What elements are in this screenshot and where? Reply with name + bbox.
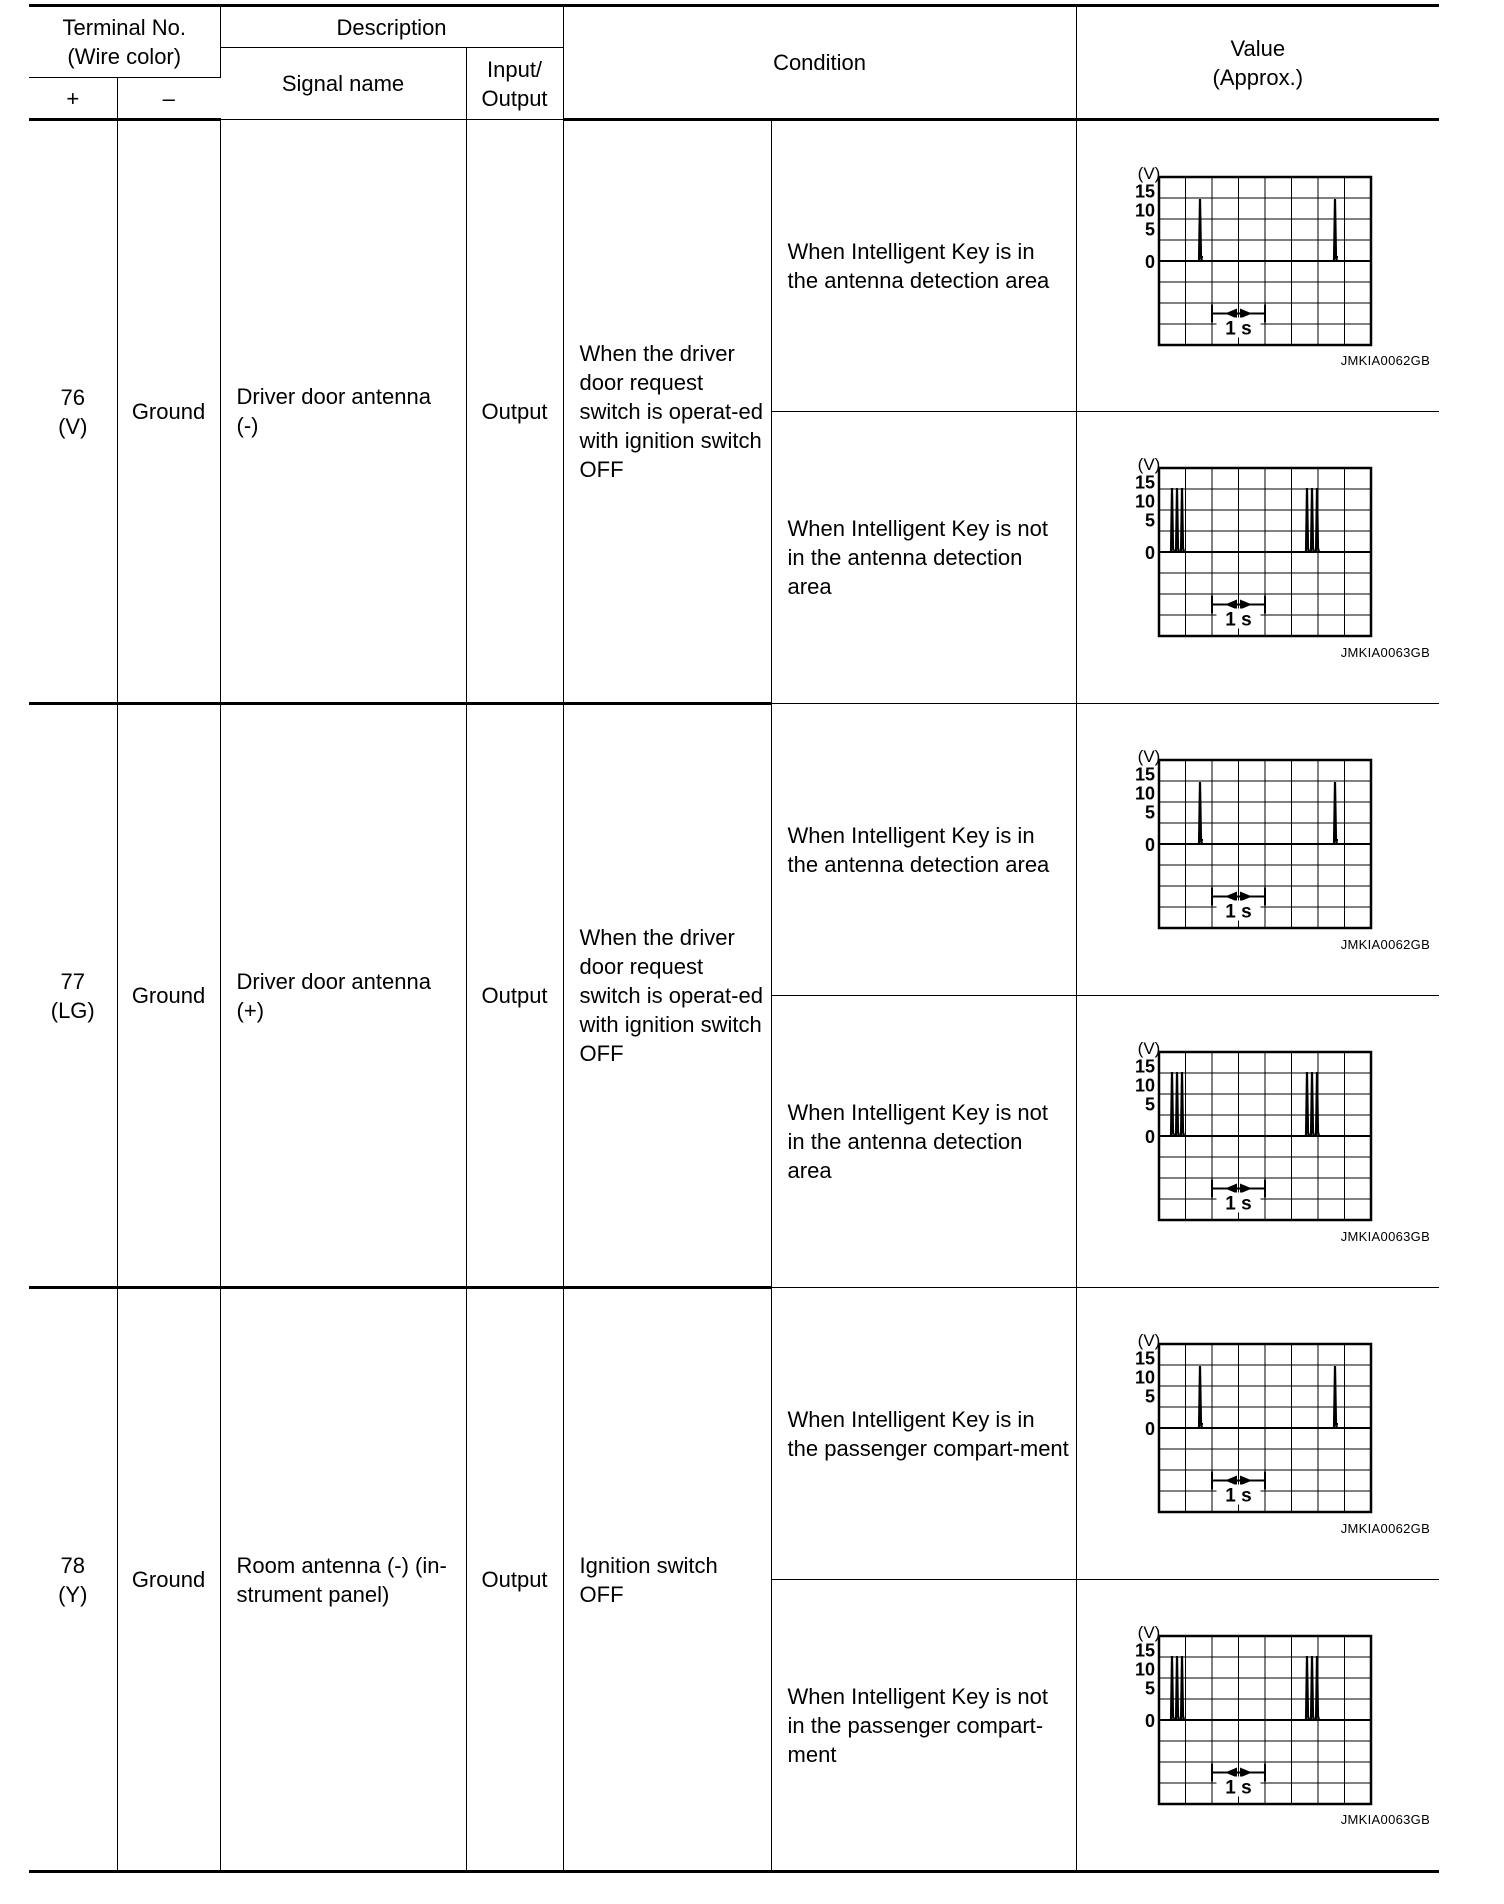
waveform-diagram: [1119, 1332, 1389, 1522]
value-cell: [1076, 412, 1439, 704]
time-scale-label: 1 s: [1224, 901, 1252, 923]
axis-tick-label: 5: [1144, 1678, 1155, 1699]
figure-id: JMKIA0062GB: [1340, 937, 1431, 952]
axis-tick-label: 15: [1134, 472, 1155, 493]
axis-unit-label: (V): [1137, 1624, 1160, 1642]
header-terminal-no: [29, 6, 220, 78]
header-signal-name: Signal name: [220, 48, 466, 120]
axis-tick-label: 5: [1144, 802, 1155, 823]
signal-name-line2: (+): [236, 997, 265, 1023]
value-cell: [1076, 120, 1439, 412]
axis-tick-label: 5: [1144, 1386, 1155, 1407]
figure-id: JMKIA0062GB: [1340, 1521, 1431, 1536]
signal-pulse: [1199, 1366, 1337, 1428]
terminal-number: 78: [60, 1552, 85, 1578]
signal-name-line2: strument panel): [236, 1581, 390, 1607]
axis-tick-label: 0: [1144, 1419, 1155, 1439]
header-value-label: Value: [1230, 35, 1286, 61]
terminal-table: [29, 4, 1439, 1873]
time-marker-arrow: [1225, 1768, 1237, 1778]
signal-pulse: [1171, 1072, 1319, 1136]
wire-color: (LG): [50, 997, 95, 1023]
time-marker-arrow: [1225, 1476, 1237, 1486]
time-marker-arrow: [1240, 600, 1252, 610]
waveform-diagram: [1119, 748, 1389, 938]
minus-terminal: Ground: [117, 704, 220, 1288]
table-row: [29, 1288, 1439, 1580]
minus-terminal: Ground: [117, 120, 220, 704]
axis-tick-label: 0: [1144, 252, 1155, 272]
signal-name-line1: Room antenna (-) (in-: [236, 1552, 447, 1578]
header-io-line2: Output: [481, 85, 548, 111]
axis-tick-label: 5: [1144, 510, 1155, 531]
header-condition: Condition: [563, 6, 1076, 120]
axis-tick-label: 10: [1134, 491, 1155, 512]
axis-unit-label: (V): [1137, 748, 1160, 766]
signal-pulse: [1199, 782, 1337, 844]
time-marker-arrow: [1240, 309, 1252, 319]
time-scale-label: 1 s: [1224, 1777, 1252, 1799]
axis-tick-label: 0: [1144, 1127, 1155, 1147]
signal-pulse: [1171, 488, 1319, 552]
axis-tick-label: 10: [1134, 1075, 1155, 1096]
terminal-number-cell: [29, 704, 117, 1288]
time-marker-arrow: [1240, 892, 1252, 902]
header-terminal-no-label: Terminal No.: [62, 15, 186, 40]
condition-sub: When Intelligent Key is in the antenna detection area: [771, 704, 1076, 996]
signal-pulse: [1199, 199, 1337, 261]
condition-main: When the driver door request switch is operat-ed with ignition switch OFF: [563, 120, 771, 704]
terminal-number-cell: [29, 1288, 117, 1872]
signal-name-line2: (-): [236, 413, 259, 438]
axis-tick-label: 10: [1134, 1367, 1155, 1388]
axis-tick-label: 10: [1134, 200, 1155, 221]
value-cell: [1076, 1580, 1439, 1872]
axis-unit-label: (V): [1137, 165, 1160, 183]
time-marker-arrow: [1240, 1768, 1252, 1778]
figure-id: JMKIA0063GB: [1340, 1229, 1431, 1244]
input-output: Output: [466, 704, 563, 1288]
value-cell: [1076, 996, 1439, 1288]
waveform-diagram: [1119, 1624, 1389, 1814]
time-marker-arrow: [1225, 600, 1237, 610]
time-marker-arrow: [1240, 1476, 1252, 1486]
terminal-number-cell: [29, 120, 117, 704]
header-value: [1076, 6, 1439, 120]
minus-terminal: Ground: [117, 1288, 220, 1872]
axis-unit-label: (V): [1137, 456, 1160, 474]
value-cell: [1076, 704, 1439, 996]
axis-tick-label: 5: [1144, 219, 1155, 240]
signal-name: [220, 704, 466, 1288]
condition-sub: When Intelligent Key is not in the antenna detection area: [771, 412, 1076, 704]
value-cell: [1076, 1288, 1439, 1580]
header-wire-color-label: (Wire color): [67, 44, 182, 69]
waveform-diagram: [1119, 1040, 1389, 1230]
input-output: Output: [466, 1288, 563, 1872]
table-row: [29, 120, 1439, 412]
time-scale-label: 1 s: [1224, 1485, 1252, 1507]
time-scale-label: 1 s: [1224, 1193, 1252, 1215]
waveform-diagram: [1119, 165, 1389, 355]
signal-name: [220, 1288, 466, 1872]
condition-main: Ignition switch OFF: [563, 1288, 771, 1872]
axis-tick-label: 0: [1144, 1711, 1155, 1731]
terminal-number: 76: [60, 384, 85, 410]
axis-tick-label: 15: [1134, 1056, 1155, 1077]
header-minus: –: [117, 78, 220, 120]
figure-id: JMKIA0063GB: [1340, 645, 1431, 660]
axis-tick-label: 0: [1144, 543, 1155, 563]
input-output: Output: [466, 120, 563, 704]
table-row: [29, 704, 1439, 996]
time-scale-label: 1 s: [1224, 318, 1252, 340]
time-marker-arrow: [1225, 1184, 1237, 1194]
condition-sub: When Intelligent Key is in the passenger compart-ment: [771, 1288, 1076, 1580]
axis-tick-label: 10: [1134, 783, 1155, 804]
axis-tick-label: 15: [1134, 764, 1155, 785]
axis-tick-label: 10: [1134, 1659, 1155, 1680]
header-input-output: [466, 48, 563, 120]
signal-name-line1: Driver door antenna: [236, 384, 431, 409]
time-scale-label: 1 s: [1224, 609, 1252, 631]
time-marker-arrow: [1240, 1184, 1252, 1194]
figure-id: JMKIA0062GB: [1340, 353, 1431, 368]
axis-unit-label: (V): [1137, 1040, 1160, 1058]
waveform-diagram: [1119, 456, 1389, 646]
header-plus: +: [29, 78, 117, 120]
wire-color: (V): [58, 413, 88, 439]
header-io-line1: Input/: [487, 56, 543, 82]
axis-tick-label: 5: [1144, 1094, 1155, 1115]
time-marker-arrow: [1225, 892, 1237, 902]
condition-main: When the driver door request switch is operat-ed with ignition switch OFF: [563, 704, 771, 1288]
axis-tick-label: 15: [1134, 181, 1155, 202]
header-description: Description: [220, 6, 563, 48]
condition-sub: When Intelligent Key is in the antenna detection area: [771, 120, 1076, 412]
condition-sub: When Intelligent Key is not in the passenger compart-ment: [771, 1580, 1076, 1872]
signal-name: [220, 120, 466, 704]
axis-unit-label: (V): [1137, 1332, 1160, 1350]
wire-color: (Y): [58, 1581, 88, 1607]
figure-id: JMKIA0063GB: [1340, 1812, 1431, 1827]
header-approx-label: (Approx.): [1212, 64, 1304, 90]
terminal-number: 77: [60, 968, 85, 994]
time-marker-arrow: [1225, 309, 1237, 319]
signal-name-line1: Driver door antenna: [236, 968, 431, 994]
signal-pulse: [1171, 1656, 1319, 1720]
axis-tick-label: 15: [1134, 1348, 1155, 1369]
axis-tick-label: 0: [1144, 835, 1155, 855]
condition-sub: When Intelligent Key is not in the antenna detection area: [771, 996, 1076, 1288]
axis-tick-label: 15: [1134, 1640, 1155, 1661]
